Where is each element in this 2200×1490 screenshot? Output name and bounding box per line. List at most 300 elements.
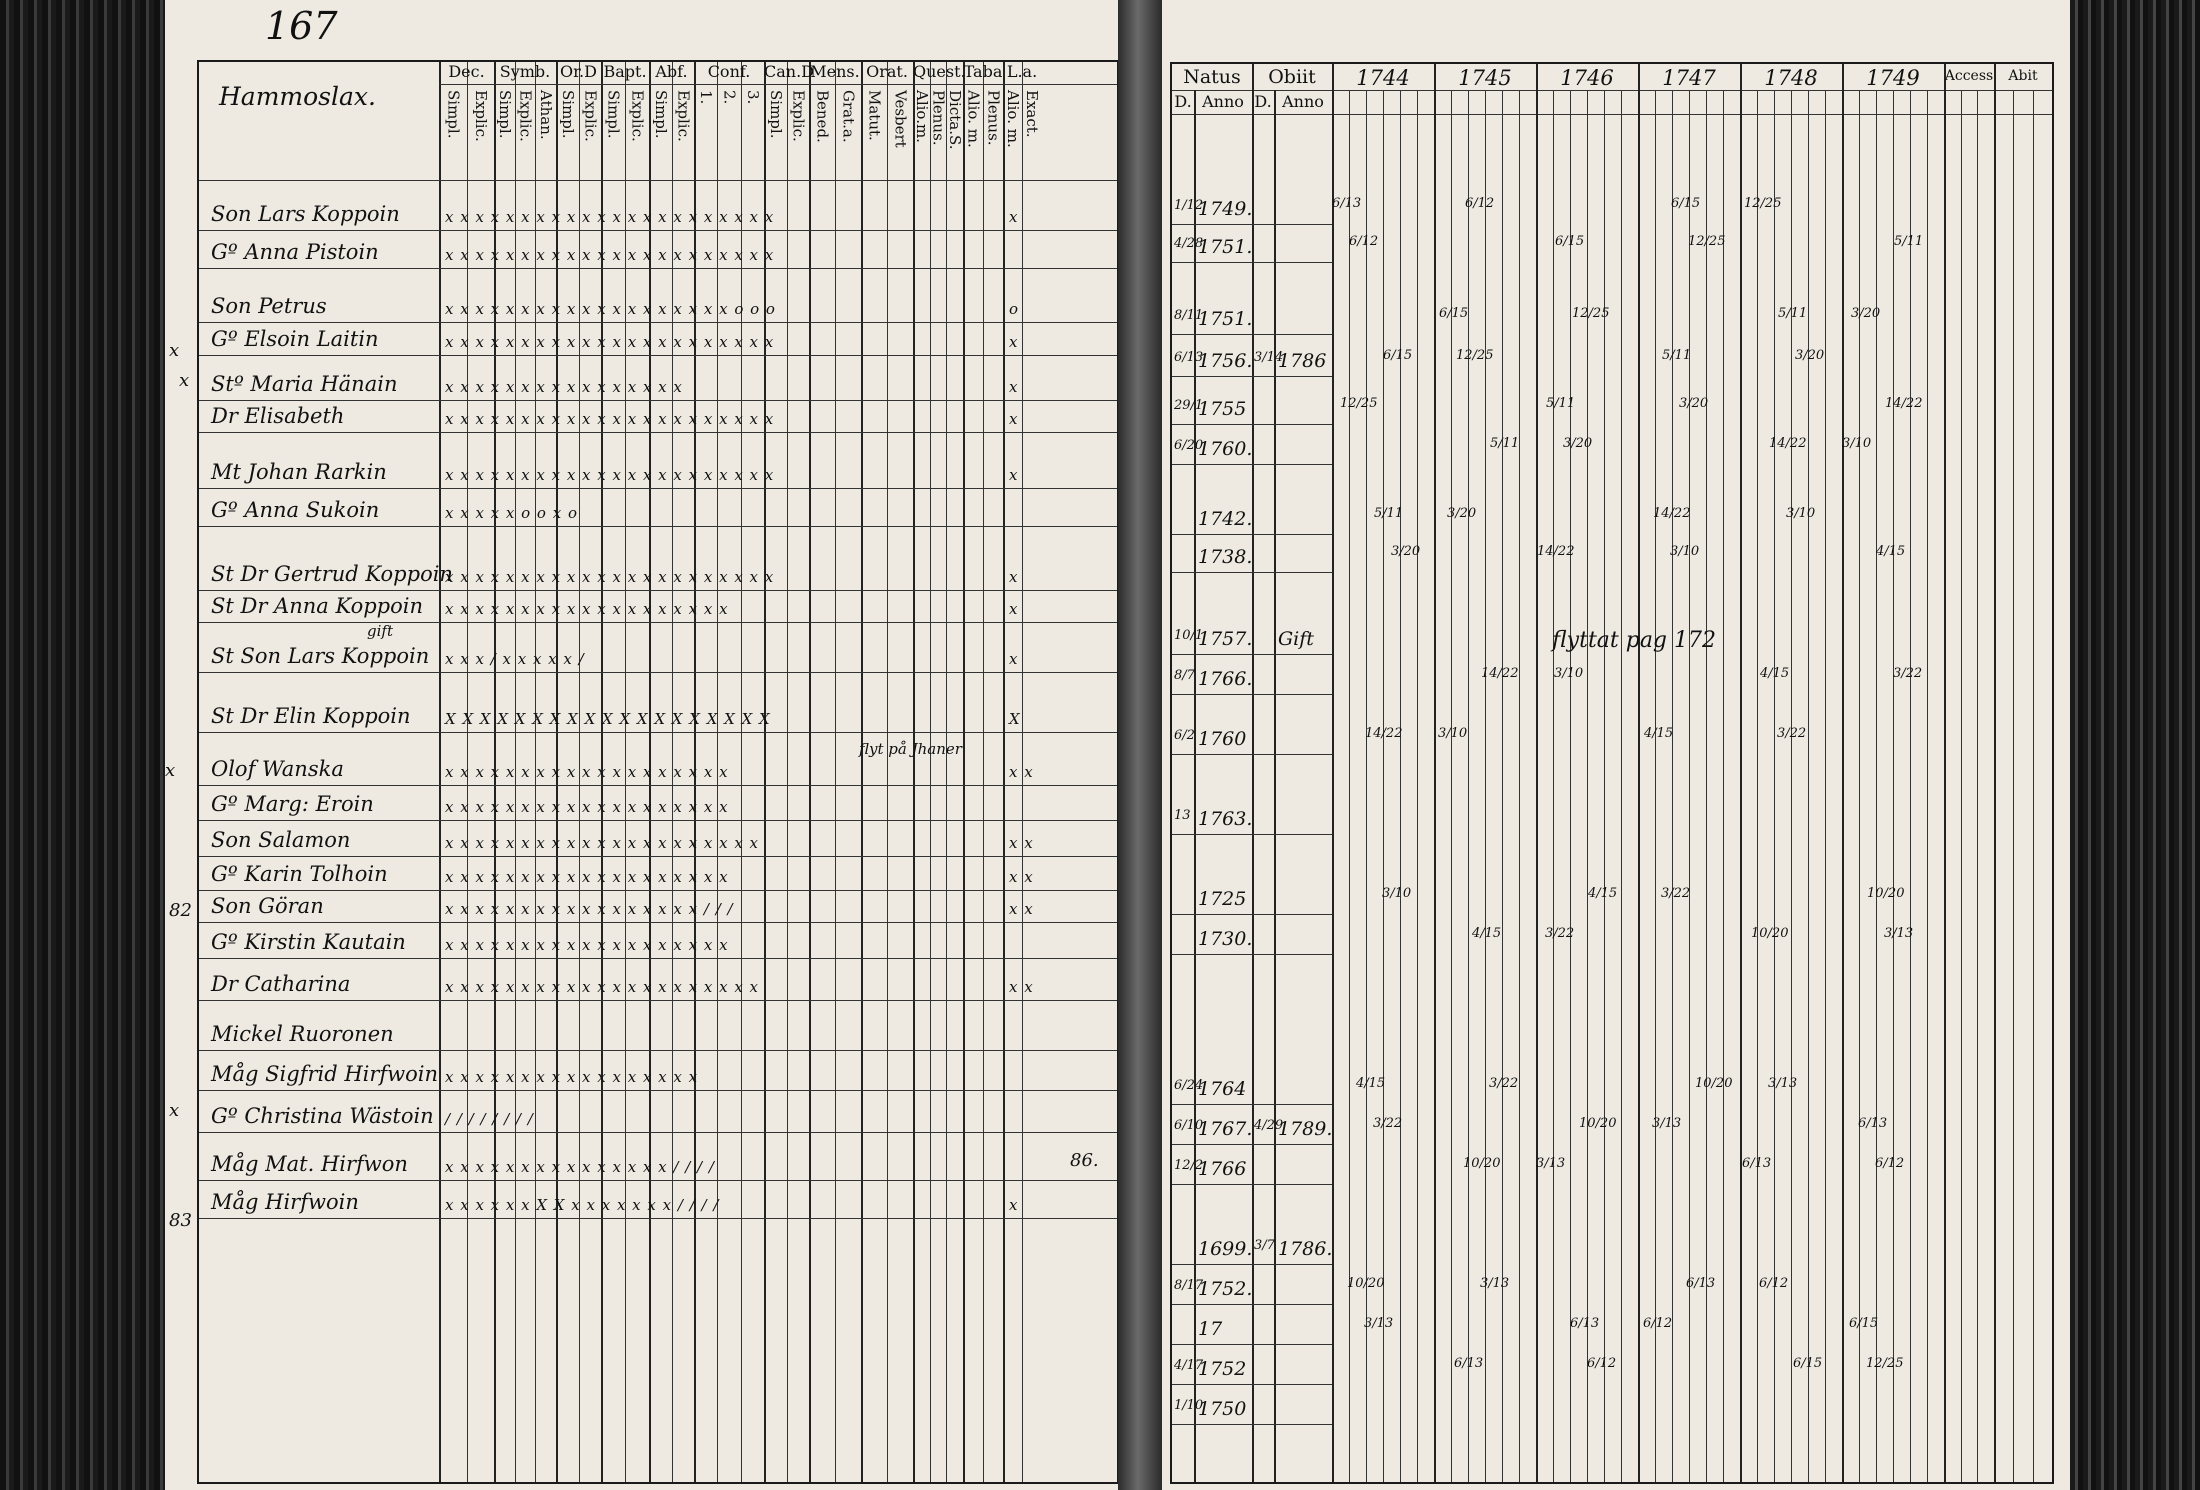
natus-header: Natus bbox=[1183, 66, 1241, 88]
catechism-marks: X X X X X X X X X X X X X X X X X X X bbox=[445, 710, 771, 728]
subcolumn-divider bbox=[1502, 90, 1503, 1482]
death-day: 4/29 bbox=[1254, 1118, 1284, 1133]
column-subheader: Bened. bbox=[813, 90, 832, 143]
subcolumn-divider bbox=[1910, 90, 1911, 1482]
year-divider bbox=[1638, 64, 1640, 1482]
moved-note: flyt på Jhaner bbox=[859, 740, 962, 758]
reading-mark: x x bbox=[1009, 900, 1034, 918]
row-line bbox=[199, 590, 1117, 591]
death-year: 1789. bbox=[1278, 1118, 1333, 1140]
column-header-6: Can.D bbox=[764, 62, 814, 81]
birth-year: 1763. bbox=[1198, 808, 1253, 830]
column-subheader: Plenus. bbox=[929, 90, 948, 146]
column-header-8: Orat. bbox=[866, 62, 908, 81]
year-divider bbox=[1842, 64, 1844, 1482]
margin-mark: 83 bbox=[169, 1210, 192, 1231]
column-subheader: Explic. bbox=[471, 90, 490, 142]
reading-mark: x bbox=[1009, 378, 1019, 396]
birth-year: 1742. bbox=[1198, 508, 1253, 530]
resident-name: Gº Anna Pistoin bbox=[211, 240, 379, 264]
tally-fraction: 3/10 bbox=[1438, 726, 1468, 741]
column-subheader: Simpl. bbox=[558, 90, 577, 139]
row-line bbox=[199, 856, 1117, 857]
left-page bbox=[165, 0, 1118, 1490]
catechism-marks: x x x x x x x x x x x x x x x x x x x bbox=[445, 798, 729, 816]
resident-name: Dr Catharina bbox=[211, 972, 351, 996]
margin-mark: x bbox=[169, 340, 180, 361]
catechism-marks: x x x / x x x x x / bbox=[445, 650, 585, 668]
tally-fraction: 6/15 bbox=[1439, 306, 1469, 321]
row-line bbox=[199, 785, 1117, 786]
row-line bbox=[199, 1132, 1117, 1133]
tally-fraction: 3/10 bbox=[1670, 544, 1700, 559]
catechism-marks: x x x x x x x x x x x x x x x x x x x x x x bbox=[445, 410, 775, 428]
tally-fraction: 3/10 bbox=[1842, 436, 1872, 451]
row-line bbox=[1172, 376, 1332, 377]
resident-name: Son Lars Koppoin bbox=[211, 202, 400, 226]
row-line bbox=[199, 732, 1117, 733]
catechism-marks: / / / / / / / / bbox=[445, 1110, 534, 1128]
birth-day: 8/11 bbox=[1174, 308, 1204, 323]
tally-fraction: 6/12 bbox=[1587, 1356, 1617, 1371]
reading-mark: x bbox=[1009, 600, 1019, 618]
catechism-marks: x x x x x x x x x x x x x x x x x bbox=[445, 1068, 699, 1086]
birth-year: 1766 bbox=[1198, 1158, 1247, 1180]
resident-name: St Dr Anna Koppoin bbox=[211, 594, 423, 618]
birth-day: 12/2 bbox=[1174, 1158, 1204, 1173]
row-line bbox=[199, 322, 1117, 323]
column-subheader: Athan. bbox=[537, 90, 556, 140]
column-divider bbox=[1274, 90, 1276, 1482]
column-subheader: Vesbert bbox=[891, 90, 910, 148]
row-line bbox=[199, 230, 1117, 231]
birth-year: 1756. bbox=[1198, 350, 1253, 372]
reading-mark: x bbox=[1009, 568, 1019, 586]
catechism-marks: x x x x x x x x x x x x x x x x x x x bbox=[445, 763, 729, 781]
column-subheader: Explic. bbox=[674, 90, 693, 142]
tally-fraction: 5/11 bbox=[1374, 506, 1404, 521]
birth-day: 6/10 bbox=[1174, 1118, 1204, 1133]
row-line bbox=[1172, 914, 1332, 915]
tally-fraction: 12/25 bbox=[1688, 234, 1726, 249]
subcolumn-divider bbox=[1349, 90, 1350, 1482]
row-line bbox=[1172, 464, 1332, 465]
death-year: 1786. bbox=[1278, 1238, 1333, 1260]
tally-fraction: 4/15 bbox=[1644, 726, 1674, 741]
subcolumn-divider bbox=[1672, 90, 1673, 1482]
column-header-5: Conf. bbox=[707, 62, 751, 81]
death-year: Gift bbox=[1278, 628, 1314, 650]
column-header-1: Symb. bbox=[499, 62, 551, 81]
column-header-4: Abf. bbox=[655, 62, 688, 81]
birth-year: 1757. bbox=[1198, 628, 1253, 650]
column-subheader: Explic. bbox=[789, 90, 808, 142]
tally-fraction: 3/20 bbox=[1795, 348, 1825, 363]
subcolumn-divider bbox=[1825, 90, 1826, 1482]
column-header-10: Taba bbox=[963, 62, 1003, 81]
resident-name: Gº Kirstin Kautain bbox=[211, 930, 406, 954]
tally-fraction: 6/13 bbox=[1332, 196, 1362, 211]
column-subheader: Alio.m. bbox=[912, 90, 931, 143]
left-ledger-table bbox=[197, 60, 1118, 1484]
tally-fraction: 4/15 bbox=[1760, 666, 1790, 681]
subcolumn-divider bbox=[1604, 90, 1605, 1482]
catechism-marks: x x x x x x x x x x x x x x x x x / / / bbox=[445, 900, 734, 918]
year-divider bbox=[1332, 64, 1334, 1482]
tally-fraction: 12/25 bbox=[1744, 196, 1782, 211]
subcolumn-divider bbox=[1977, 90, 1978, 1482]
tally-fraction: 12/25 bbox=[1456, 348, 1494, 363]
subcolumn-divider bbox=[1519, 90, 1520, 1482]
subcolumn-divider bbox=[1808, 90, 1809, 1482]
tally-fraction: 14/22 bbox=[1885, 396, 1923, 411]
subcolumn-divider bbox=[1366, 90, 1367, 1482]
birth-day: 1/10 bbox=[1174, 1398, 1204, 1413]
row-line bbox=[1172, 224, 1332, 225]
reading-mark: x bbox=[1009, 650, 1019, 668]
day-subheader: D. bbox=[1174, 92, 1192, 111]
year-header: 1747 bbox=[1662, 66, 1716, 90]
resident-name: St Son Lars Koppoin bbox=[211, 644, 430, 668]
column-subheader: Simpl. bbox=[604, 90, 623, 139]
row-line bbox=[1172, 334, 1332, 335]
resident-name: Mickel Ruoronen bbox=[211, 1022, 394, 1046]
column-subheader: Dicta.S. bbox=[946, 90, 965, 150]
row-line bbox=[199, 400, 1117, 401]
column-subheader: Matut. bbox=[865, 90, 884, 141]
header-divider bbox=[199, 180, 1117, 181]
birth-year: 1699. bbox=[1198, 1238, 1253, 1260]
tally-fraction: 5/11 bbox=[1490, 436, 1520, 451]
resident-name: Son Salamon bbox=[211, 828, 351, 852]
column-divider bbox=[809, 62, 811, 1482]
reading-mark: X bbox=[1009, 710, 1021, 728]
row-line bbox=[199, 1050, 1117, 1051]
column-divider bbox=[1003, 62, 1005, 1482]
catechism-marks: x x x x x x x x x x x x x x x x x x x x x bbox=[445, 978, 760, 996]
catechism-marks: x x x x x x x x x x x x x x x x x x x x x x bbox=[445, 333, 775, 351]
column-header-7: Mens. bbox=[810, 62, 860, 81]
row-line bbox=[199, 672, 1117, 673]
subcolumn-divider bbox=[1468, 90, 1469, 1482]
moved-note: flyttat pag 172 bbox=[1552, 628, 1717, 653]
birth-year: 1750 bbox=[1198, 1398, 1247, 1420]
subcolumn-divider bbox=[1587, 90, 1588, 1482]
reading-mark: x bbox=[1009, 466, 1019, 484]
subcolumn-divider bbox=[1706, 90, 1707, 1482]
tally-fraction: 4/15 bbox=[1472, 926, 1502, 941]
row-line bbox=[199, 622, 1117, 623]
row-line bbox=[1172, 1384, 1332, 1385]
row-line bbox=[199, 890, 1117, 891]
tally-fraction: 6/12 bbox=[1465, 196, 1495, 211]
tally-fraction: 5/11 bbox=[1546, 396, 1576, 411]
margin-mark: 82 bbox=[169, 900, 192, 921]
column-divider bbox=[1994, 64, 1996, 1482]
row-line bbox=[1172, 1264, 1332, 1265]
row-line bbox=[1172, 754, 1332, 755]
tally-fraction: 3/13 bbox=[1480, 1276, 1510, 1291]
column-subheader: Grat.a. bbox=[839, 90, 858, 143]
column-subheader: Simpl. bbox=[766, 90, 785, 139]
row-line bbox=[199, 488, 1117, 489]
column-subheader: Simpl. bbox=[495, 90, 514, 139]
column-header-0: Dec. bbox=[448, 62, 485, 81]
subcolumn-divider bbox=[887, 62, 888, 1482]
tally-fraction: 12/25 bbox=[1340, 396, 1378, 411]
row-line bbox=[1172, 572, 1332, 573]
death-year: 1786 bbox=[1278, 350, 1327, 372]
tally-fraction: 6/15 bbox=[1555, 234, 1585, 249]
row-line bbox=[1172, 262, 1332, 263]
column-divider bbox=[1252, 64, 1254, 1482]
column-divider bbox=[764, 62, 766, 1482]
reading-mark: x bbox=[1009, 1196, 1019, 1214]
subcolumn-divider bbox=[1723, 90, 1724, 1482]
birth-day: 4/28 bbox=[1174, 236, 1204, 251]
resident-name: Gº Marg: Eroin bbox=[211, 792, 374, 816]
catechism-marks: x x x x x x x x x x x x x x x x x x x bbox=[445, 600, 729, 618]
tally-fraction: 6/15 bbox=[1671, 196, 1701, 211]
tally-fraction: 4/15 bbox=[1356, 1076, 1386, 1091]
resident-name: Mt Johan Rarkin bbox=[211, 460, 387, 484]
year-header: 1749 bbox=[1866, 66, 1920, 90]
column-header-3: Bapt. bbox=[603, 62, 647, 81]
subcolumn-divider bbox=[1553, 90, 1554, 1482]
right-page bbox=[1162, 0, 2070, 1490]
birth-day: 10/1 bbox=[1174, 628, 1204, 643]
column-subheader: Alio. m. bbox=[964, 90, 983, 148]
accessit-header: Access bbox=[1944, 68, 1994, 84]
row-line bbox=[199, 526, 1117, 527]
column-subheader: Explic. bbox=[628, 90, 647, 142]
birth-year: 1760 bbox=[1198, 728, 1247, 750]
row-line bbox=[1172, 1304, 1332, 1305]
row-line bbox=[1172, 424, 1332, 425]
row-line bbox=[199, 432, 1117, 433]
page-number: 167 bbox=[265, 4, 338, 48]
tally-fraction: 6/13 bbox=[1686, 1276, 1716, 1291]
tally-fraction: 14/22 bbox=[1481, 666, 1519, 681]
birth-day: 6/20 bbox=[1174, 438, 1204, 453]
header-divider bbox=[1172, 114, 2052, 115]
birth-year: 1760. bbox=[1198, 438, 1253, 460]
birth-day: 13 bbox=[1174, 808, 1191, 823]
header-divider bbox=[439, 84, 1117, 85]
reading-mark: x x bbox=[1009, 763, 1034, 781]
resident-name: Måg Sigfrid Hirfwoin bbox=[211, 1062, 439, 1086]
subcolumn-divider bbox=[1961, 90, 1962, 1482]
catechism-marks: x x x x x x x x x x x x x x x x x x x x x x bbox=[445, 466, 775, 484]
tally-fraction: 6/13 bbox=[1858, 1116, 1888, 1131]
birth-year: 1764 bbox=[1198, 1078, 1247, 1100]
birth-year: 1752. bbox=[1198, 1278, 1253, 1300]
tally-fraction: 3/22 bbox=[1777, 726, 1807, 741]
margin-mark: x bbox=[165, 760, 176, 781]
column-subheader: 1. bbox=[697, 90, 716, 105]
book-spine bbox=[1118, 0, 1162, 1490]
tally-fraction: 3/22 bbox=[1661, 886, 1691, 901]
subcolumn-divider bbox=[1417, 90, 1418, 1482]
column-header-9: Quest. bbox=[913, 62, 966, 81]
row-line bbox=[199, 958, 1117, 959]
year-header: 1748 bbox=[1764, 66, 1818, 90]
reading-mark: x x bbox=[1009, 978, 1034, 996]
tally-fraction: 10/20 bbox=[1751, 926, 1789, 941]
birth-year: 1749. bbox=[1198, 198, 1253, 220]
book-edge-left bbox=[0, 0, 165, 1490]
subcolumn-divider bbox=[787, 62, 788, 1482]
header-divider bbox=[1172, 90, 2052, 91]
birth-year: 1766. bbox=[1198, 668, 1253, 690]
catechism-marks: x x x x x o o x o bbox=[445, 504, 578, 522]
catechism-marks: x x x x x x x x x x x x x x x x bbox=[445, 378, 683, 396]
catechism-marks: x x x x x x x x x x x x x x x / / / / bbox=[445, 1158, 715, 1176]
tally-fraction: 6/15 bbox=[1849, 1316, 1879, 1331]
birth-year: 1755 bbox=[1198, 398, 1247, 420]
subcolumn-divider bbox=[1927, 90, 1928, 1482]
subcolumn-divider bbox=[1485, 90, 1486, 1482]
margin-mark: x bbox=[179, 370, 190, 391]
year-divider bbox=[1740, 64, 1742, 1482]
tally-fraction: 3/13 bbox=[1536, 1156, 1566, 1171]
margin-mark: 86. bbox=[1070, 1150, 1099, 1171]
subcolumn-divider bbox=[2033, 90, 2034, 1482]
birth-year: 1752 bbox=[1198, 1358, 1247, 1380]
tally-fraction: 6/15 bbox=[1793, 1356, 1823, 1371]
margin-mark: x bbox=[169, 1100, 180, 1121]
reading-mark: o bbox=[1009, 300, 1020, 318]
subcolumn-divider bbox=[1400, 90, 1401, 1482]
catechism-marks: x x x x x x x x x x x x x x x x x x x bbox=[445, 868, 729, 886]
birth-year: 1751. bbox=[1198, 236, 1253, 258]
birth-day: 6/2 bbox=[1174, 728, 1195, 743]
tally-fraction: 14/22 bbox=[1769, 436, 1807, 451]
resident-name: Son Göran bbox=[211, 894, 324, 918]
subcolumn-divider bbox=[741, 62, 742, 1482]
column-header-2: Or.D bbox=[560, 62, 597, 81]
birth-year: 1751. bbox=[1198, 308, 1253, 330]
resident-name: St Dr Elin Koppoin bbox=[211, 704, 411, 728]
column-divider bbox=[439, 62, 441, 1482]
year-divider bbox=[1536, 64, 1538, 1482]
subcolumn-divider bbox=[1689, 90, 1690, 1482]
tally-fraction: 4/15 bbox=[1876, 544, 1906, 559]
obiit-header: Obiit bbox=[1268, 66, 1316, 88]
tally-fraction: 6/15 bbox=[1383, 348, 1413, 363]
row-line bbox=[1172, 1424, 1332, 1425]
tally-fraction: 3/10 bbox=[1786, 506, 1816, 521]
catechism-marks: x x x x x x x x x x x x x x x x x x x o o o bbox=[445, 300, 776, 318]
column-divider bbox=[1944, 64, 1946, 1482]
column-divider bbox=[963, 62, 965, 1482]
tally-fraction: 14/22 bbox=[1537, 544, 1575, 559]
row-line bbox=[1172, 694, 1332, 695]
row-line bbox=[199, 1090, 1117, 1091]
tally-fraction: 10/20 bbox=[1463, 1156, 1501, 1171]
tally-fraction: 12/25 bbox=[1572, 306, 1610, 321]
catechism-marks: x x x x x x x x x x x x x x x x x x x bbox=[445, 936, 729, 954]
reading-mark: x bbox=[1009, 333, 1019, 351]
tally-fraction: 6/13 bbox=[1454, 1356, 1484, 1371]
year-subheader: Anno bbox=[1202, 92, 1244, 111]
resident-name: Olof Wanska bbox=[211, 757, 344, 781]
row-line bbox=[199, 922, 1117, 923]
tally-fraction: 5/11 bbox=[1778, 306, 1808, 321]
column-subheader: 3. bbox=[743, 90, 762, 105]
resident-name: Måg Mat. Hirfwon bbox=[211, 1152, 408, 1176]
row-line bbox=[199, 1180, 1117, 1181]
tally-fraction: 3/13 bbox=[1884, 926, 1914, 941]
subcolumn-divider bbox=[1655, 90, 1656, 1482]
row-line bbox=[199, 820, 1117, 821]
column-subheader: Simpl. bbox=[444, 90, 463, 139]
resident-name: Stº Maria Hänain bbox=[211, 372, 398, 396]
catechism-marks: x x x x x x X X x x x x x x x / / / / bbox=[445, 1196, 720, 1214]
tally-fraction: 6/13 bbox=[1570, 1316, 1600, 1331]
tally-fraction: 6/12 bbox=[1349, 234, 1379, 249]
reading-mark: x bbox=[1009, 410, 1019, 428]
year-divider bbox=[1434, 64, 1436, 1482]
column-subheader: Explic. bbox=[581, 90, 600, 142]
tally-fraction: 3/20 bbox=[1391, 544, 1421, 559]
birth-day: 4/17 bbox=[1174, 1358, 1204, 1373]
tally-fraction: 3/22 bbox=[1489, 1076, 1519, 1091]
catechism-marks: x x x x x x x x x x x x x x x x x x x x x x bbox=[445, 246, 775, 264]
birth-day: 6/24 bbox=[1174, 1078, 1204, 1093]
tally-fraction: 3/20 bbox=[1447, 506, 1477, 521]
tally-fraction: 4/15 bbox=[1588, 886, 1618, 901]
day-subheader: D. bbox=[1254, 92, 1272, 111]
catechism-marks: x x x x x x x x x x x x x x x x x x x x x x bbox=[445, 568, 775, 586]
resident-name: Gº Elsoin Laitin bbox=[211, 327, 379, 351]
tally-fraction: 5/11 bbox=[1894, 234, 1924, 249]
row-line bbox=[1172, 1184, 1332, 1185]
resident-name: Gº Anna Sukoin bbox=[211, 498, 380, 522]
married-note: gift bbox=[367, 622, 393, 640]
right-ledger-table bbox=[1170, 62, 2054, 1484]
birth-day: 8/17 bbox=[1174, 1278, 1204, 1293]
resident-name: Dr Elisabeth bbox=[211, 404, 345, 428]
tally-fraction: 12/25 bbox=[1866, 1356, 1904, 1371]
row-line bbox=[1172, 1144, 1332, 1145]
birth-year: 17 bbox=[1198, 1318, 1223, 1340]
subcolumn-divider bbox=[1757, 90, 1758, 1482]
birth-year: 1738. bbox=[1198, 546, 1253, 568]
tally-fraction: 10/20 bbox=[1695, 1076, 1733, 1091]
column-subheader: Exact. bbox=[1023, 90, 1041, 138]
year-header: 1745 bbox=[1458, 66, 1512, 90]
catechism-marks: x x x x x x x x x x x x x x x x x x x x x x bbox=[445, 208, 775, 226]
row-line bbox=[1172, 1104, 1332, 1105]
subcolumn-divider bbox=[1451, 90, 1452, 1482]
subcolumn-divider bbox=[1774, 90, 1775, 1482]
abiit-header: Abit bbox=[2008, 68, 2038, 84]
tally-fraction: 10/20 bbox=[1867, 886, 1905, 901]
tally-fraction: 3/22 bbox=[1545, 926, 1575, 941]
tally-fraction: 3/20 bbox=[1679, 396, 1709, 411]
subcolumn-divider bbox=[1621, 90, 1622, 1482]
birth-day: 8/7 bbox=[1174, 668, 1195, 683]
row-line bbox=[199, 355, 1117, 356]
tally-fraction: 5/11 bbox=[1662, 348, 1692, 363]
reading-mark: x x bbox=[1009, 868, 1034, 886]
subcolumn-divider bbox=[1876, 90, 1877, 1482]
death-day: 3/14 bbox=[1254, 350, 1284, 365]
subcolumn-divider bbox=[930, 62, 931, 1482]
tally-fraction: 10/20 bbox=[1579, 1116, 1617, 1131]
subcolumn-divider bbox=[1893, 90, 1894, 1482]
